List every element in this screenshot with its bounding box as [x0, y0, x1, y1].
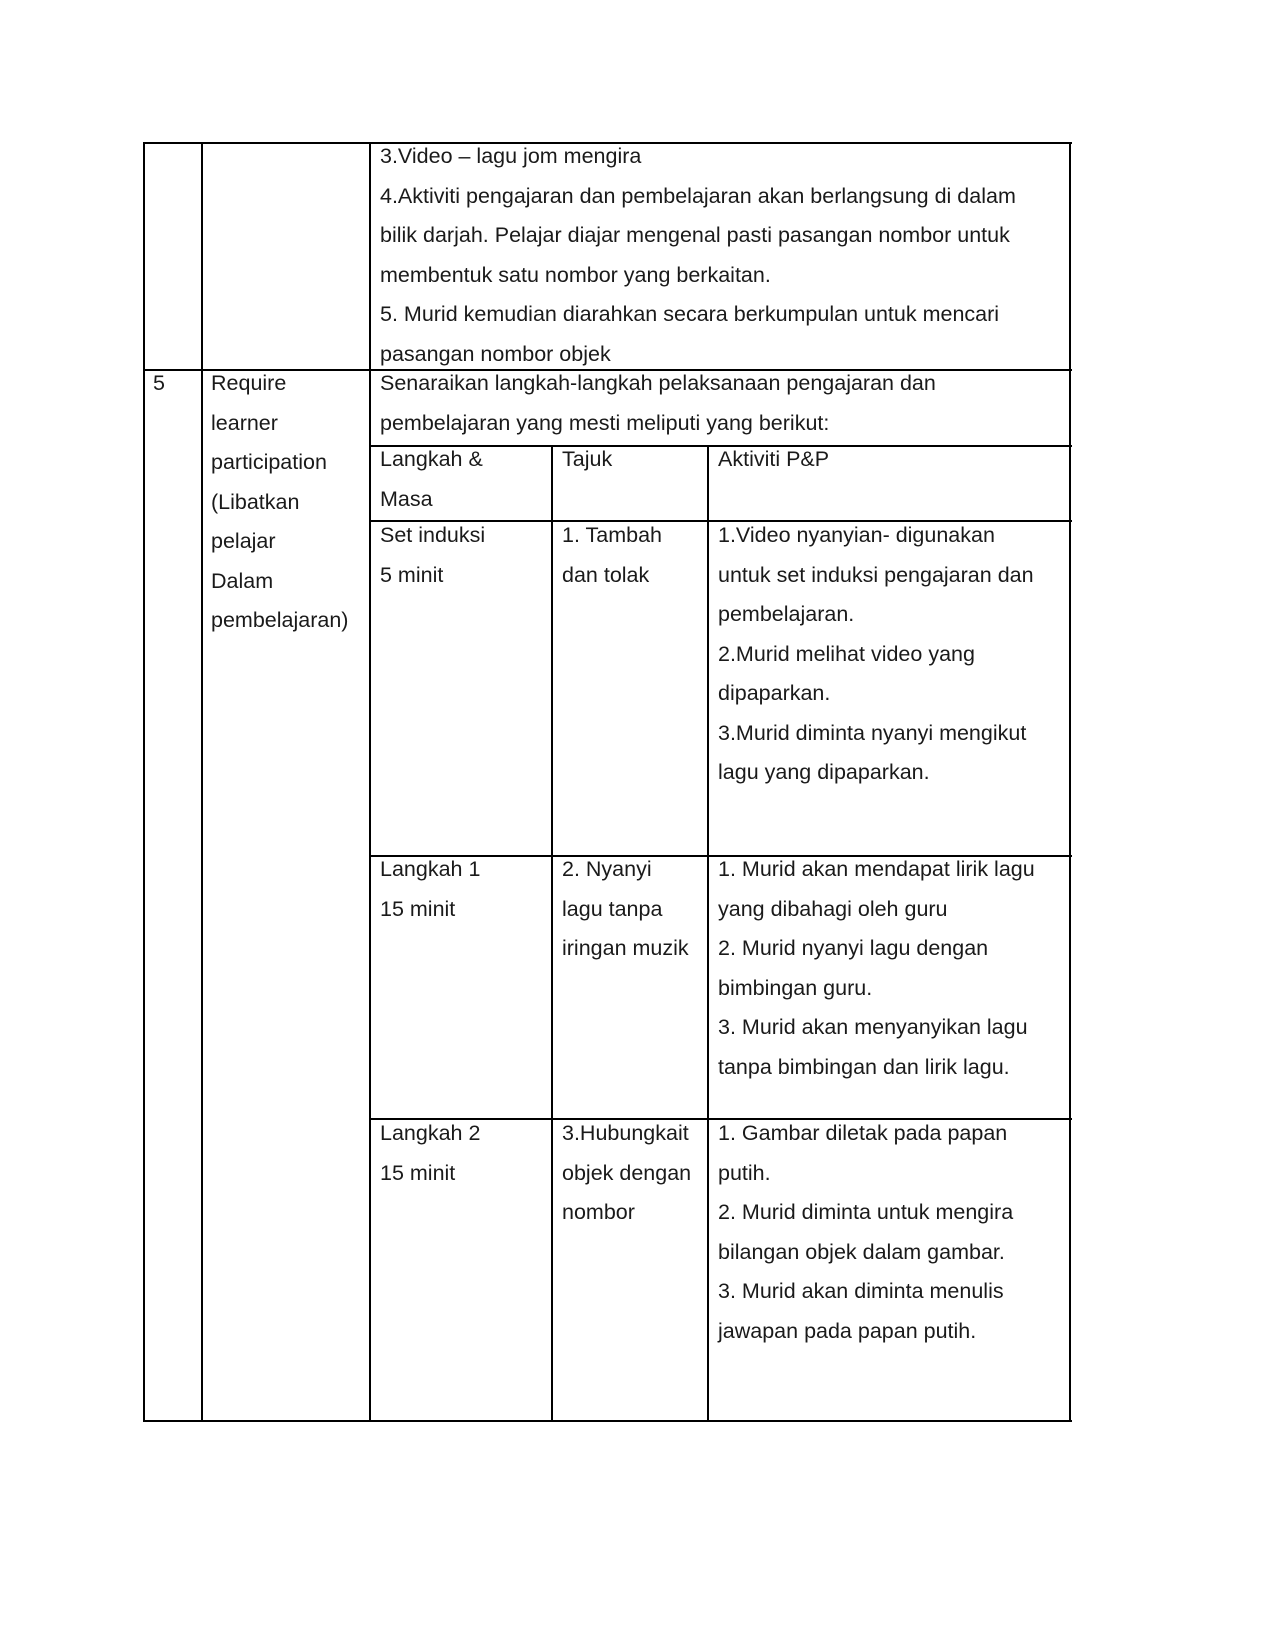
text-line: Langkah 1: [380, 857, 481, 881]
text-line: learner: [211, 410, 278, 435]
text-line: (Libatkan: [211, 489, 300, 514]
text-line: 15 minit: [380, 1160, 456, 1185]
text-line: 5 minit: [380, 562, 444, 587]
text-line: pelajar: [211, 529, 276, 553]
text-line: 1. Gambar diletak pada papan: [718, 1121, 1008, 1145]
step-cell: [380, 516, 485, 595]
text-line: 1.Video nyanyian- digunakan: [718, 523, 995, 547]
text-line: Aktiviti P&P: [718, 447, 830, 471]
text-line: yang dibahagi oleh guru: [718, 896, 948, 921]
text-line: tanpa bimbingan dan lirik lagu.: [718, 1054, 1010, 1079]
text-line: 2. Murid nyanyi lagu dengan: [718, 936, 989, 960]
text-line: pasangan nombor objek: [380, 341, 611, 366]
text-line: 3.Video – lagu jom mengira: [380, 144, 642, 168]
table-left-border: [143, 142, 145, 1422]
text-line: 5. Murid kemudian diarahkan secara berkumpulan untuk mencari: [380, 302, 1000, 326]
column-divider: [201, 142, 203, 1422]
activity-cell: [718, 850, 1035, 1087]
text-line: 3. Murid akan diminta menulis: [718, 1279, 1004, 1303]
row-title: [211, 364, 348, 641]
table-right-border: [1069, 142, 1071, 1422]
text-line: participation: [211, 450, 327, 474]
text-line: Senaraikan langkah-langkah pelaksanaan pengajaran dan: [380, 371, 936, 395]
text-line: Langkah 2: [380, 1121, 481, 1145]
text-line: nombor: [562, 1200, 635, 1224]
text-line: Dalam: [211, 568, 274, 593]
topic-cell: [562, 850, 689, 969]
text-line: pembelajaran): [211, 608, 349, 632]
text-line: 1. Murid akan mendapat lirik lagu: [718, 857, 1035, 881]
step-cell: [380, 1114, 480, 1193]
text-line: 15 minit: [380, 896, 456, 921]
header-step-time: [380, 440, 483, 519]
inner-column-divider: [707, 445, 709, 1422]
topic-cell: [562, 1114, 691, 1233]
text-line: membentuk satu nombor yang berkaitan.: [380, 262, 771, 287]
text-line: lagu tanpa: [562, 896, 663, 921]
header-activity: [718, 440, 829, 480]
text-line: 3. Murid akan menyanyikan lagu: [718, 1015, 1028, 1039]
row-number: [153, 364, 165, 404]
activity-cell: [718, 516, 1034, 793]
text-line: Set induksi: [380, 523, 486, 547]
top-row-text: [380, 137, 1016, 374]
activity-cell: [718, 1114, 1013, 1351]
text-line: bilik darjah. Pelajar diajar mengenal pasti pasangan nombor untuk: [380, 223, 1010, 247]
row-number-label: 5: [153, 371, 165, 395]
row-intro: [380, 364, 936, 443]
table-bottom-border: [143, 1420, 1072, 1422]
text-line: 3.Murid diminta nyanyi mengikut: [718, 720, 1027, 745]
text-line: 2. Nyanyi: [562, 857, 652, 881]
text-line: Langkah &: [380, 447, 483, 471]
text-line: dan tolak: [562, 562, 650, 587]
text-line: Tajuk: [562, 447, 613, 471]
text-line: untuk set induksi pengajaran dan: [718, 562, 1034, 587]
text-line: jawapan pada papan putih.: [718, 1318, 977, 1343]
text-line: 4.Aktiviti pengajaran dan pembelajaran akan berlangsung di dalam: [380, 183, 1016, 208]
text-line: 2. Murid diminta untuk mengira: [718, 1200, 1014, 1224]
text-line: 1. Tambah: [562, 523, 663, 547]
text-line: dipaparkan.: [718, 681, 831, 705]
text-line: lagu yang dipaparkan.: [718, 760, 930, 784]
text-line: 3.Hubungkait: [562, 1121, 689, 1145]
step-cell: [380, 850, 480, 929]
text-line: bimbingan guru.: [718, 975, 873, 1000]
topic-cell: [562, 516, 662, 595]
text-line: Masa: [380, 486, 433, 511]
column-divider: [369, 142, 371, 1422]
inner-column-divider: [551, 445, 553, 1422]
text-line: iringan muzik: [562, 936, 689, 960]
text-line: pembelajaran.: [718, 602, 855, 626]
text-line: objek dengan: [562, 1160, 692, 1185]
header-topic: [562, 440, 612, 480]
text-line: putih.: [718, 1160, 771, 1185]
text-line: pembelajaran yang mesti meliputi yang berikut:: [380, 410, 830, 435]
text-line: 2.Murid melihat video yang: [718, 641, 975, 666]
text-line: Require: [211, 371, 287, 395]
text-line: bilangan objek dalam gambar.: [718, 1239, 1005, 1264]
